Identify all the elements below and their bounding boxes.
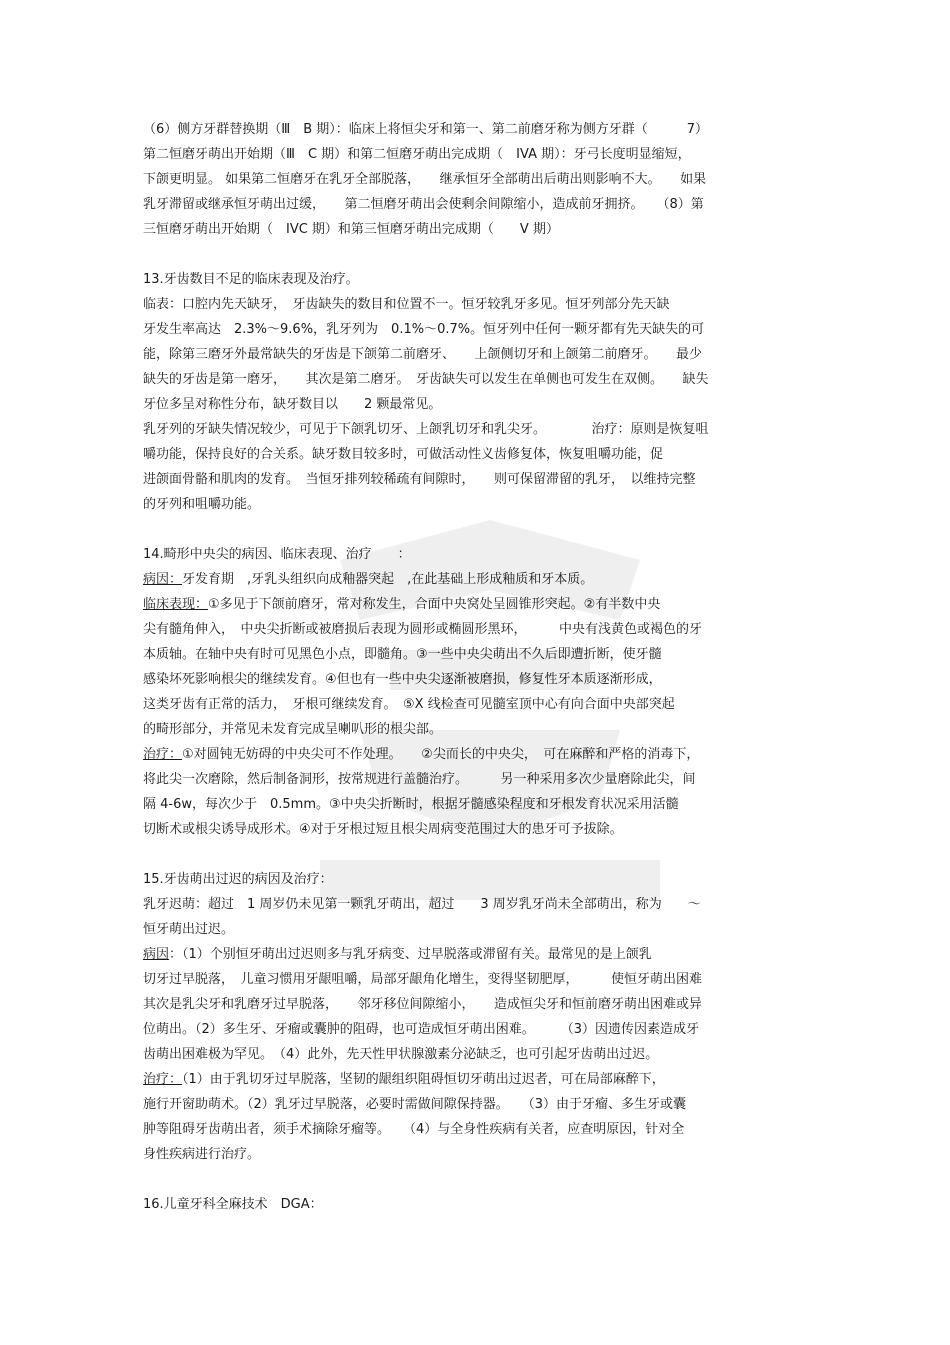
section-heading: 15.牙齿萌出过迟的病因及治疗： <box>143 872 333 887</box>
text-line: （6）侧方牙群替换期（Ⅲ B 期）：临床上将恒尖牙和第一、第二前磨牙称为侧方牙群（ 7） <box>143 122 709 137</box>
section-12-tail <box>143 117 823 242</box>
text-line: 其次是乳尖牙和乳磨牙过早脱落， 邻牙移位间隙缩小， 造成恒尖牙和恒前磨牙萌出困难或异 <box>143 997 703 1012</box>
text-line: 第二恒磨牙萌出开始期（Ⅲ C 期）和第二恒磨牙萌出完成期（ IVA 期）：牙弓长度明显缩短， <box>143 147 691 162</box>
text-line: 身性疾病进行治疗。 <box>143 1147 261 1162</box>
treatment-label: 治疗： <box>143 747 183 762</box>
text-line: 隔 4-6w，每次少于 0.5mm。③中央尖折断时，根据牙髓感染程度和牙根发育状况采用活髓 <box>143 797 679 812</box>
text-line: 肿等阻碍牙齿萌出者，须手术摘除牙瘤等。 （4）与全身性疾病有关者，应查明原因，针对全 <box>143 1122 685 1137</box>
treatment-label: 治疗： <box>143 1072 183 1087</box>
text-line: 感染坏死影响根尖的继续发育。④但也有一些中央尖逐渐被磨损，修复性牙本质逐渐形成， <box>143 672 662 687</box>
section-14 <box>143 542 823 842</box>
text-line: 三恒磨牙萌出开始期（ IVC 期）和第三恒磨牙萌出完成期（ V 期） <box>143 222 559 237</box>
text-line: 施行开窗助萌术。（2）乳牙过早脱落，必要时需做间隙保持器。 （3）由于牙瘤、多生牙或囊 <box>143 1097 687 1112</box>
text-line: 进颌面骨骼和肌肉的发育。 当恒牙排列较稀疏有间隙时， 则可保留滞留的乳牙， 以维持完整 <box>143 472 696 487</box>
text-line: 位萌出。（2）多生牙、牙瘤或囊肿的阻碍，也可造成恒牙萌出困难。 （3）因遗传因素造成牙 <box>143 1022 700 1037</box>
cause-text: ：（1）个别恒牙萌出过迟则多与乳牙病变、过早脱落或滞留有关。最常见的是上颌乳 <box>169 947 652 962</box>
text-line <box>143 592 823 617</box>
text-line <box>143 567 823 592</box>
cause-label: 病因： <box>143 572 183 587</box>
text-line <box>143 742 823 767</box>
text-line: 下颌更明显。 如果第二恒磨牙在乳牙全部脱落， 继承恒牙全部萌出后萌出则影响不大。 如果 <box>143 172 707 187</box>
text-line: 缺失的牙齿是第一磨牙， 其次是第二磨牙。 牙齿缺失可以发生在单侧也可发生在双侧。 缺失 <box>143 372 709 387</box>
text-line: 恒牙萌出过迟。 <box>143 922 235 937</box>
text-line <box>143 942 823 967</box>
text-line: 能，除第三磨牙外最常缺失的牙齿是下颌第二前磨牙、 上颌侧切牙和上颌第二前磨牙。 最少 <box>143 347 703 362</box>
text-line: 本质轴。在轴中央有时可见黑色小点，即髓角。③一些中央尖萌出不久后即遭折断，使牙髓 <box>143 647 662 662</box>
text-line: 的畸形部分，并常见未发育完成呈喇叭形的根尖部。 <box>143 722 443 737</box>
section-16 <box>143 1192 823 1217</box>
document-body <box>143 117 823 1217</box>
section-15 <box>143 867 823 1167</box>
section-heading: 13.牙齿数目不足的临床表现及治疗。 <box>143 272 359 287</box>
text-line: 牙发生率高达 2.3%～9.6%，乳牙列为 0.1%～0.7%。恒牙列中任何一颗牙都有先天缺失的可 <box>143 322 705 337</box>
text-line: 切牙过早脱落， 儿童习惯用牙龈咀嚼，局部牙龈角化增生，变得坚韧肥厚， 使恒牙萌出困难 <box>143 972 703 987</box>
cause-label: 病因 <box>143 947 170 962</box>
text-line: 嚼功能，保持良好的合关系。缺牙数目较多时，可做活动性义齿修复体，恢复咀嚼功能，促 <box>143 447 664 462</box>
text-line: 临表：口腔内先天缺牙， 牙齿缺失的数目和位置不一。恒牙较乳牙多见。恒牙列部分先天缺 <box>143 297 670 312</box>
cause-text: 牙发育期 ,牙乳头组织向成釉器突起 ,在此基础上形成釉质和牙本质。 <box>182 572 594 587</box>
clinical-text: ①多见于下颌前磨牙，常对称发生，合面中央窝处呈圆锥形突起。②有半数中央 <box>208 597 661 612</box>
text-line: 切断术或根尖诱导成形术。④对于牙根过短且根尖周病变范围过大的患牙可予拔除。 <box>143 822 623 837</box>
section-heading: 16.儿童牙科全麻技术 DGA： <box>143 1197 323 1212</box>
text-line: 乳牙滞留或继承恒牙萌出过缓， 第二恒磨牙萌出会使剩余间隙缩小，造成前牙拥挤。 （8）第 <box>143 197 704 212</box>
text-line: 牙位多呈对称性分布，缺牙数目以 2 颗最常见。 <box>143 397 442 412</box>
treatment-text: （1）由于乳切牙过早脱落，坚韧的龈组织阻碍恒切牙萌出过迟者，可在局部麻醉下， <box>182 1072 665 1087</box>
text-line <box>143 1067 823 1092</box>
text-line: 尖有髓角伸入， 中央尖折断或被磨损后表现为圆形或椭圆形黑环， 中央有浅黄色或褐色的牙 <box>143 622 703 637</box>
clinical-label: 临床表现： <box>143 597 209 612</box>
text-line: 乳牙迟萌：超过 1 周岁仍未见第一颗乳牙萌出，超过 3 周岁乳牙尚未全部萌出，称为 ～ <box>143 897 701 912</box>
section-13 <box>143 267 823 517</box>
text-line: 的牙列和咀嚼功能。 <box>143 497 261 512</box>
treatment-text: ①对圆钝无妨碍的中央尖可不作处理。 ②尖而长的中央尖， 可在麻醉和严格的消毒下， <box>182 747 700 762</box>
text-line: 这类牙齿有正常的活力， 牙根可继续发育。 ⑤X 线检查可见髓室顶中心有向合面中央部突起 <box>143 697 675 712</box>
text-line: 齿萌出困难极为罕见。 （4）此外，先天性甲状腺激素分泌缺乏，也可引起牙齿萌出过迟。 <box>143 1047 659 1062</box>
text-line: 将此尖一次磨除，然后制备洞形，按常规进行盖髓治疗。 另一种采用多次少量磨除此尖，间 <box>143 772 696 787</box>
text-line: 乳牙列的牙缺失情况较少，可见于下颌乳切牙、上颌乳切牙和乳尖牙。 治疗：原则是恢复咀 <box>143 422 709 437</box>
section-heading: 14.畸形中央尖的病因、临床表现、治疗 ： <box>143 547 411 562</box>
